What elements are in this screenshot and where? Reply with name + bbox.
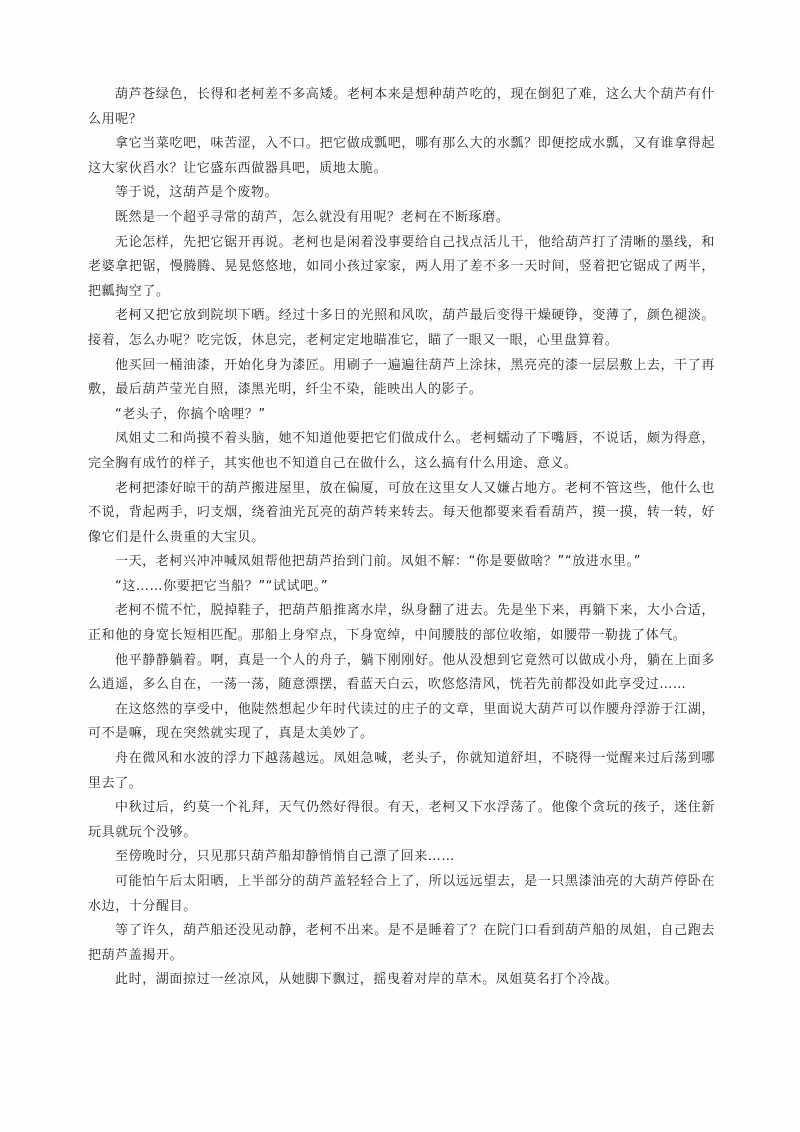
paragraph: 至傍晚时分，只见那只葫芦船却静悄悄自己漂了回来…… <box>115 849 456 865</box>
paragraph: 凤姐丈二和尚摸不着头脑，她不知道他要把它们做成什么。老柯蠕动了下嘴唇，不说话，颇为得意，完全胸有成竹的样子，其实他也不知道自己在做什么，这么搞有什么用途、意义。 <box>88 431 715 471</box>
paragraph: 一天，老柯兴冲冲喊凤姐帮他把葫芦抬到门前。凤姐不解：“你是要做啥？”“放进水里。” <box>115 554 642 570</box>
paragraph: 在这悠然的享受中，他陡然想起少年时代读过的庄子的文章，里面说大葫芦可以作腰舟浮游于江湖，可不是嘛，现在突然就实现了，真是太美妙了。 <box>88 701 715 742</box>
paragraph: 中秋过后，约莫一个礼拜，天气仍然好得很。有天，老柯又下水浮荡了。他像个贪玩的孩子，迷住新玩具就玩个没够。 <box>88 800 715 840</box>
paragraph: 可能怕午后太阳晒，上半部分的葫芦盖轻轻合上了，所以远远望去，是一只黑漆油亮的大葫芦停卧在水边，十分醒目。 <box>88 874 715 914</box>
paragraph: 他买回一桶油漆，开始化身为漆匠。用刷子一遍遍往葫芦上涂抹，黑亮亮的漆一层层敷上去，干了再敷，最后葫芦莹光自照，漆黑光明，纤尘不染，能映出人的影子。 <box>88 357 715 398</box>
paragraph: 他平静静躺着。啊，真是一个人的舟子，躺下刚刚好。他从没想到它竟然可以做成小舟，躺在上面多么逍遥，多么自在，一荡一荡，随意漂摆，看蓝天白云，吹悠悠清风，恍若先前都没如此享受过…… <box>88 652 715 693</box>
paragraph: 等了许久，葫芦船还没见动静，老柯不出来。是不是睡着了？在院门口看到葫芦船的凤姐，自己跑去把葫芦盖揭开。 <box>88 923 715 963</box>
paragraph: 葫芦苍绿色，长得和老柯差不多高矮。老柯本来是想种葫芦吃的，现在倒犯了难，这么大个葫芦有什么用呢？ <box>88 87 715 127</box>
paragraph: 此时，湖面掠过一丝凉风，从她脚下飘过，摇曳着对岸的草木。凤姐莫名打个冷战。 <box>115 972 619 988</box>
paragraph: 舟在微风和水波的浮力下越荡越远。凤姐急喊，老头子，你就知道舒坦，不晓得一觉醒来过后荡到哪里去了。 <box>88 751 715 791</box>
paragraph: 无论怎样，先把它锯开再说。老柯也是闲着没事要给自己找点活儿干，他给葫芦打了清晰的墨线，和老婆拿把锯，慢腾腾、晃晃悠悠地，如同小孩过家家，两人用了差不多一天时间，竖着把它锯成了两半，把瓤掏空了。 <box>88 234 715 299</box>
paragraph: 既然是一个超乎寻常的葫芦，怎么就没有用呢？老柯在不断琢磨。 <box>115 209 510 225</box>
dialogue-paragraph: “这……你要把它当船？”“试试吧。” <box>115 578 329 594</box>
paragraph: 老柯把漆好晾干的葫芦搬进屋里，放在偏厦，可放在这里女人又嫌占地方。老柯不管这些，他什么也不说，背起两手，叼支烟，绕着油光瓦亮的葫芦转来转去。每天他都要来看看葫芦，摸一摸，转一转，好像它们是什么贵重的大宝贝。 <box>88 480 715 545</box>
paragraph: 老柯又把它放到院坝下晒。经过十多日的光照和风吹，葫芦最后变得干燥硬铮，变薄了，颜色褪淡。接着，怎么办呢？吃完饭，休息完，老柯定定地瞄准它，瞄了一眼又一眼，心里盘算着。 <box>88 308 715 348</box>
paragraph: 老柯不慌不忙，脱掉鞋子，把葫芦船推离水岸，纵身翻了进去。先是坐下来，再躺下来，大小合适，正和他的身宽长短相匹配。那船上身窄点，下身宽绰，中间腰肢的部位收缩，如腰带一勒拢了体气。 <box>88 603 715 644</box>
story-text <box>88 83 715 993</box>
paragraph: 拿它当菜吃吧，味苦涩，入不口。把它做成瓢吧，哪有那么大的水瓢？即便挖成水瓢，又有谁拿得起这大家伙舀水？让它盛东西做器具吧，质地太脆。 <box>88 136 715 176</box>
paragraph: 等于说，这葫芦是个废物。 <box>115 185 279 201</box>
dialogue-paragraph: “老头子，你搞个啥哩？” <box>115 406 266 422</box>
